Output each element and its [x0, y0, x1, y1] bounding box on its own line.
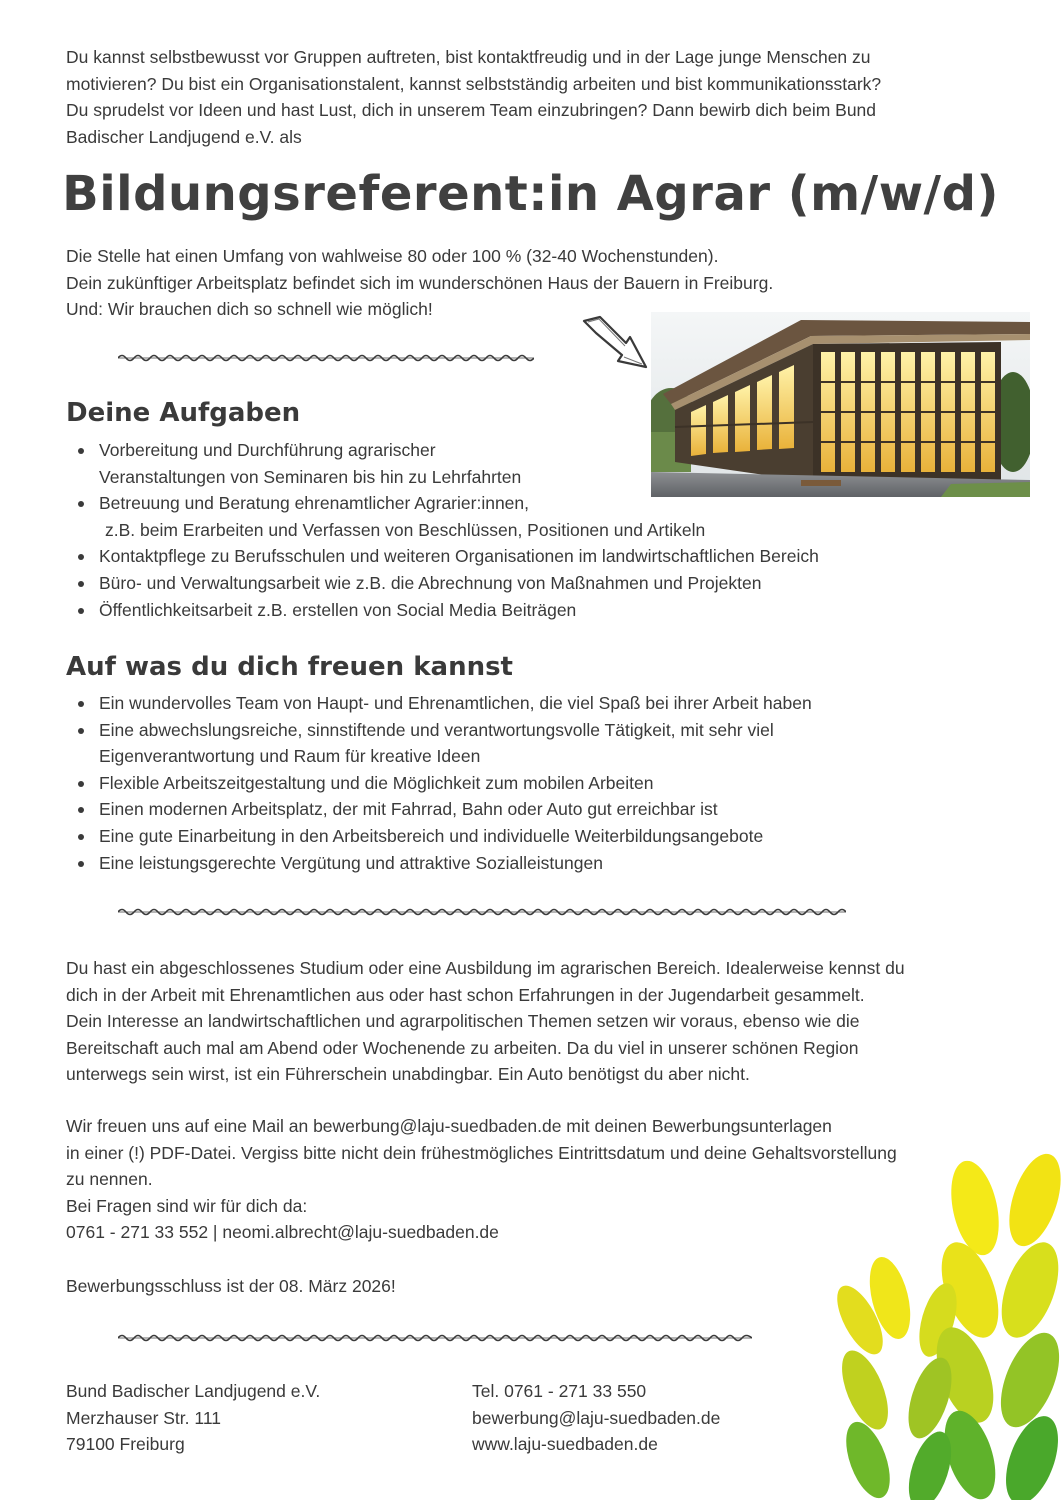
intro-line: Du sprudelst vor Ideen und hast Lust, dich in unserem Team einzubringen? Dann bewirb dich beim Bund: [66, 100, 877, 121]
position-info-line: Und: Wir brauchen dich so schnell wie möglich!: [66, 299, 433, 320]
divider: [118, 906, 846, 918]
job-title: Bildungsreferent:in Agrar (m/w/d): [62, 166, 999, 222]
list-item: [66, 570, 966, 597]
list-item-text: Büro- und Verwaltungsarbeit wie z.B. die Abrechnung von Maßnahmen und Projekten: [99, 572, 762, 593]
list-item-text: Ein wundervolles Team von Haupt- und Ehrenamtlichen, die viel Spaß bei ihrer Arbeit haben: [99, 693, 812, 713]
list-item-text: Eine gute Einarbeitung in den Arbeitsbereich und individuelle Weiterbildungsangebote: [99, 825, 764, 846]
list-item-text: z.B. beim Erarbeiten und Verfassen von Beschlüssen, Positionen und Artikeln: [105, 519, 706, 540]
list-item-text: Einen modernen Arbeitsplatz, der mit Fahrrad, Bahn oder Auto gut erreichbar ist: [99, 799, 718, 820]
list-item-text: Veranstaltungen von Seminaren bis hin zu Lehrfahrten: [99, 466, 522, 487]
website-link[interactable]: www.laju-suedbaden.de: [472, 1434, 658, 1455]
phone: Tel. 0761 - 271 33 550: [472, 1381, 647, 1401]
list-item: [66, 490, 966, 543]
requirements-line: Du hast ein abgeschlossenes Studium oder eine Ausbildung im agrarischen Bereich. Idealerweise kennst du: [66, 958, 905, 978]
list-item: [66, 437, 966, 490]
list-item-text: Vorbereitung und Durchführung agrarischer: [99, 440, 436, 460]
intro-line: motivieren? Du bist ein Organisationstalent, kannst selbstständig arbeiten und bist kommunikationsstark?: [66, 73, 882, 94]
list-item-text: Öffentlichkeitsarbeit z.B. erstellen von Social Media Beiträgen: [99, 599, 577, 620]
list-item: [66, 690, 966, 717]
requirements-line: Dein Interesse an landwirtschaftlichen und agrarpolitischen Themen setzen wir voraus, ebenso wie die: [66, 1011, 860, 1032]
contact-line: 0761 - 271 33 552 | neomi.albrecht@laju-suedbaden.de: [66, 1222, 499, 1243]
requirements-line: unterwegs sein wirst, ist ein Führerschein unabdingbar. Ein Auto benötigst du aber nicht.: [66, 1064, 750, 1085]
intro-line: Badischer Landjugend e.V. als: [66, 126, 302, 147]
list-item-text: Eine leistungsgerechte Vergütung und attraktive Sozialleistungen: [99, 852, 603, 873]
wheat-icon: [820, 1130, 1061, 1500]
position-info: [66, 243, 966, 323]
arrow-icon: [578, 313, 658, 375]
list-item: [66, 770, 966, 797]
list-item: [66, 823, 966, 850]
list-item: [66, 543, 966, 570]
list-item-text: Eine abwechslungsreiche, sinnstiftende und verantwortungsvolle Tätigkeit, mit sehr viel: [99, 719, 774, 740]
position-info-line: Die Stelle hat einen Umfang von wahlweise 80 oder 100 % (32-40 Wochenstunden).: [66, 246, 719, 266]
requirements-line: Bereitschaft auch mal am Abend oder Wochenende zu arbeiten. Da du viel in unserer schönen Region: [66, 1037, 859, 1058]
street: Merzhauser Str. 111: [66, 1407, 221, 1428]
footer-contact: [472, 1378, 720, 1458]
list-item-text: Eigenverantwortung und Raum für kreative Ideen: [99, 746, 481, 767]
list-item-text: Kontaktpflege zu Berufsschulen und weiteren Organisationen im landwirtschaftlichen Bereich: [99, 546, 819, 567]
city: 79100 Freiburg: [66, 1434, 185, 1455]
email-link[interactable]: bewerbung@laju-suedbaden.de: [472, 1407, 721, 1428]
list-item: [66, 850, 966, 877]
intro-paragraph: [66, 44, 996, 150]
divider: [118, 1332, 752, 1344]
benefits-list: [66, 690, 966, 876]
intro-line: Du kannst selbstbewusst vor Gruppen auftreten, bist kontaktfreudig und in der Lage junge Menschen zu: [66, 47, 871, 67]
position-info-line: Dein zukünftiger Arbeitsplatz befindet sich im wunderschönen Haus der Bauern in Freiburg.: [66, 272, 774, 293]
application-line: Wir freuen uns auf eine Mail an bewerbung@laju-suedbaden.de mit deinen Bewerbungsunterlagen: [66, 1116, 832, 1136]
list-item-text: Flexible Arbeitszeitgestaltung und die Möglichkeit zum mobilen Arbeiten: [99, 772, 654, 793]
requirements-line: dich in der Arbeit mit Ehrenamtlichen aus oder hast schon Erfahrungen in der Jugendarbeit gesammelt.: [66, 984, 865, 1005]
deadline-text: Bewerbungsschluss ist der 08. März 2026!: [66, 1276, 396, 1296]
list-item: [66, 796, 966, 823]
list-item-text: Betreuung und Beratung ehrenamtlicher Agrarier:innen,: [99, 493, 529, 514]
list-item: [66, 717, 966, 770]
requirements-paragraph: [66, 955, 1001, 1088]
tasks-heading: Deine Aufgaben: [66, 398, 301, 428]
tasks-list: [66, 437, 966, 623]
application-line: in einer (!) PDF-Datei. Vergiss bitte nicht dein frühestmögliches Eintrittsdatum und deine Gehaltsvorstellung: [66, 1142, 897, 1163]
list-item: [66, 597, 966, 624]
divider: [118, 352, 534, 364]
org-name: Bund Badischer Landjugend e.V.: [66, 1381, 321, 1401]
footer-address: [66, 1378, 320, 1458]
benefits-heading: Auf was du dich freuen kannst: [66, 652, 513, 682]
application-line: zu nennen.: [66, 1169, 153, 1190]
application-line: Bei Fragen sind wir für dich da:: [66, 1195, 308, 1216]
